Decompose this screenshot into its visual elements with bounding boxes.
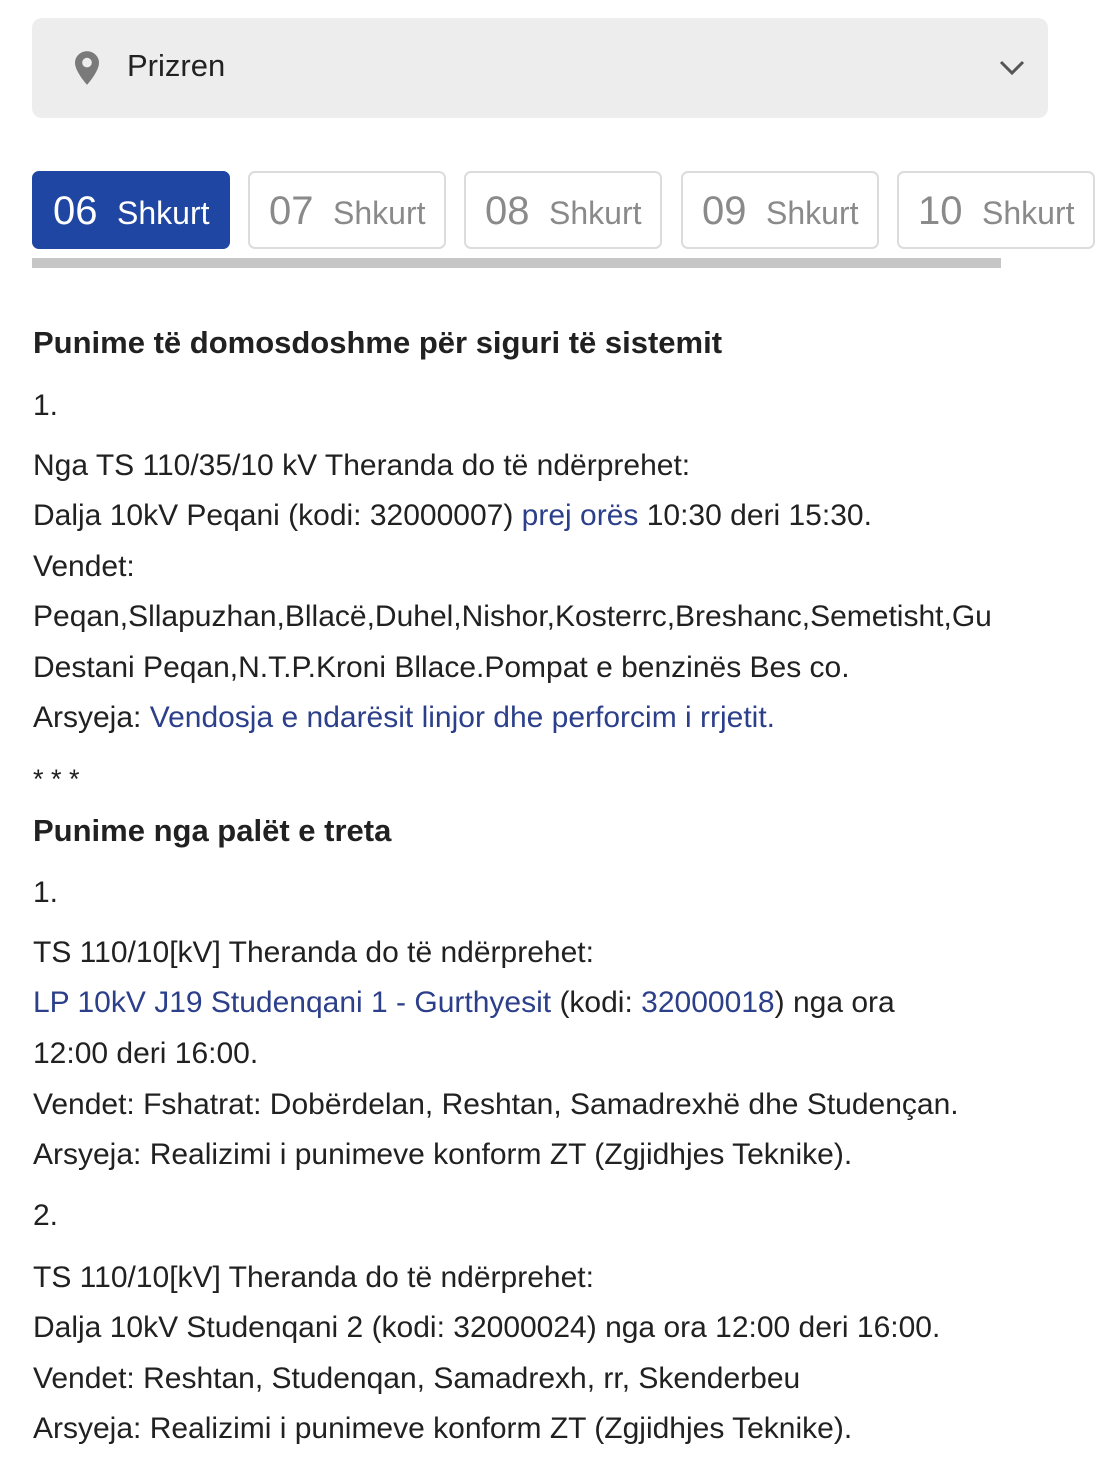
reason-line (33, 700, 775, 736)
date-tab-month: Shkurt (549, 195, 642, 231)
location-pin-icon (72, 50, 102, 86)
notice-line: Nga TS 110/35/10 kV Theranda do të ndërprehet: (33, 449, 691, 482)
item-number: 1. (33, 389, 59, 422)
tabs-scrollbar[interactable] (32, 258, 1001, 268)
item-number: 1. (33, 876, 59, 909)
date-tab-month: Shkurt (333, 195, 426, 231)
notice-link[interactable]: LP 10kV J19 Studenqani 1 - Gurthyesit (33, 986, 552, 1019)
notice-line: TS 110/10[kV] Theranda do të ndërprehet: (33, 936, 594, 969)
date-tab-day: 09 (702, 189, 747, 233)
chevron-down-icon[interactable] (997, 56, 1027, 78)
reason-line: Arsyeja: Realizimi i punimeve konform ZT (Zgjidhjes Teknike). (33, 1138, 853, 1171)
notice-line: Vendet: (33, 550, 135, 583)
date-tab-month: Shkurt (117, 195, 210, 231)
date-tab-08[interactable] (464, 171, 662, 249)
date-tab-day: 06 (53, 189, 98, 233)
reason-label: Arsyeja: (33, 701, 150, 734)
section-title: Punime të domosdoshme për siguri të sistemit (33, 325, 723, 360)
date-tab-09[interactable] (681, 171, 879, 249)
notice-link[interactable]: 32000018 (641, 986, 775, 1019)
date-tab-07[interactable] (248, 171, 446, 249)
notice-line (33, 985, 895, 1021)
date-tab-month: Shkurt (766, 195, 859, 231)
location-selected-value: Prizren (127, 48, 226, 83)
date-tabs (32, 171, 1075, 251)
date-tab-day: 10 (918, 189, 963, 233)
section-title: Punime nga palët e treta (33, 813, 392, 848)
notice-line: TS 110/10[kV] Theranda do të ndërprehet: (33, 1261, 594, 1294)
reason-line: Arsyeja: Realizimi i punimeve konform ZT (Zgjidhjes Teknike). (33, 1412, 853, 1445)
date-tab-06[interactable] (32, 171, 230, 249)
notice-line: Dalja 10kV Studenqani 2 (kodi: 32000024) nga ora 12:00 deri 16:00. (33, 1311, 941, 1344)
locations-line: Peqan,Sllapuzhan,Bllacë,Duhel,Nishor,Kosterrc,Breshanc,Semetisht,Gu (33, 600, 992, 633)
notice-text: ) nga ora (774, 986, 895, 1019)
locations-line: Vendet: Fshatrat: Dobërdelan, Reshtan, Samadrexhë dhe Studençan. (33, 1088, 959, 1121)
item-number: 2. (33, 1199, 59, 1232)
date-tab-10[interactable] (897, 171, 1095, 249)
date-tab-day: 08 (485, 189, 530, 233)
date-tab-day: 07 (269, 189, 314, 233)
notice-text: 10:30 deri 15:30. (638, 499, 872, 532)
separator: * * * (33, 764, 80, 794)
notice-text: Dalja 10kV Peqani (kodi: 32000007) (33, 499, 522, 532)
date-tab-month: Shkurt (982, 195, 1075, 231)
reason-link[interactable]: Vendosja e ndarësit linjor dhe perforcim i rrjetit. (149, 701, 776, 734)
notice-link[interactable]: prej orës (521, 499, 639, 532)
notice-line (33, 498, 872, 534)
locations-line: Destani Peqan,N.T.P.Kroni Bllace.Pompat e benzinës Bes co. (33, 651, 850, 684)
notice-line: 12:00 deri 16:00. (33, 1037, 259, 1070)
notice-text: (kodi: (551, 986, 642, 1019)
locations-line: Vendet: Reshtan, Studenqan, Samadrexh, rr, Skenderbeu (33, 1362, 801, 1395)
